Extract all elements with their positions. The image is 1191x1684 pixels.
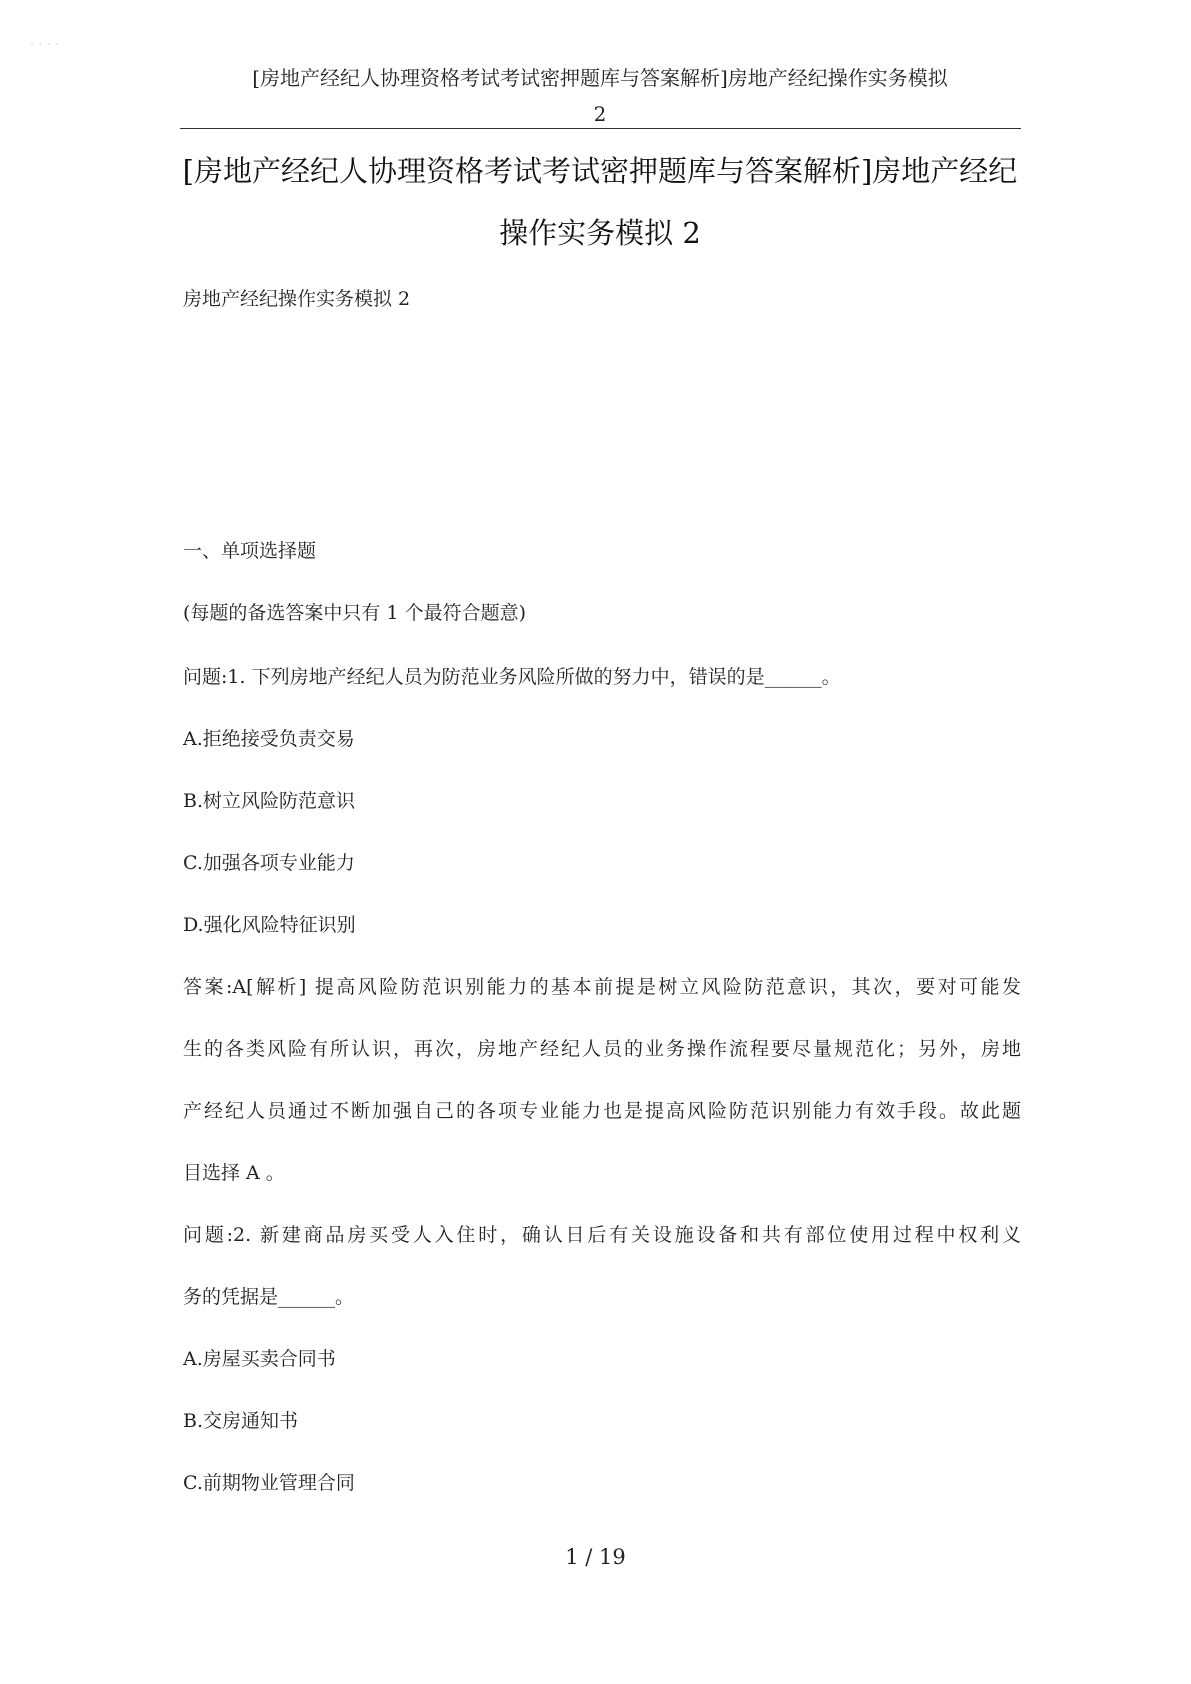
running-header: [180, 60, 1020, 132]
section-note: (每题的备选答案中只有 1 个最符合题意): [183, 602, 526, 624]
question-1-answer-line-3: 产经纪人员通过不断加强自己的各项专业能力也是提高风险防范识别能力有效手段。故此题: [183, 1100, 1021, 1122]
question-1-option-b: B.树立风险防范意识: [183, 790, 356, 812]
question-1-answer-line-4: 目选择 A 。: [183, 1162, 285, 1184]
question-2-option-a: A.房屋买卖合同书: [183, 1348, 336, 1370]
question-1-answer-line-1: 答案:A[解析] 提高风险防范识别能力的基本前提是树立风险防范意识，其次，要对可能发: [183, 976, 1021, 998]
document-subtitle: 房地产经纪操作实务模拟 2: [183, 288, 411, 310]
document-title-line-2: 操作实务模拟 2: [499, 216, 701, 250]
header-divider: [180, 128, 1021, 129]
page-number: 1 / 19: [565, 1545, 626, 1569]
document-title: [180, 140, 1020, 264]
question-2-option-c: C.前期物业管理合同: [183, 1472, 355, 1494]
running-header-line-1: [房地产经纪人协理资格考试考试密押题库与答案解析]房地产经纪操作实务模拟: [252, 66, 948, 90]
question-1-option-c: C.加强各项专业能力: [183, 852, 355, 874]
question-2-text-line-1: 问题:2. 新建商品房买受人入住时，确认日后有关设施设备和共有部位使用过程中权利义: [183, 1224, 1021, 1246]
question-1-option-d: D.强化风险特征识别: [183, 914, 356, 936]
question-1-answer-line-2: 生的各类风险有所认识，再次，房地产经纪人员的业务操作流程要尽量规范化；另外，房地: [183, 1038, 1021, 1060]
question-2-option-b: B.交房通知书: [183, 1410, 299, 1432]
corner-mark: · · · ·: [30, 38, 59, 53]
question-1-text: 问题:1. 下列房地产经纪人员为防范业务风险所做的努力中，错误的是______。: [183, 666, 841, 688]
document-title-line-1: [房地产经纪人协理资格考试考试密押题库与答案解析]房地产经纪: [182, 154, 1018, 188]
question-1-option-a: A.拒绝接受负责交易: [183, 728, 355, 750]
section-heading: 一、单项选择题: [183, 540, 317, 562]
running-header-line-2: 2: [593, 102, 607, 126]
question-2-text-line-2: 务的凭据是______。: [183, 1286, 355, 1308]
